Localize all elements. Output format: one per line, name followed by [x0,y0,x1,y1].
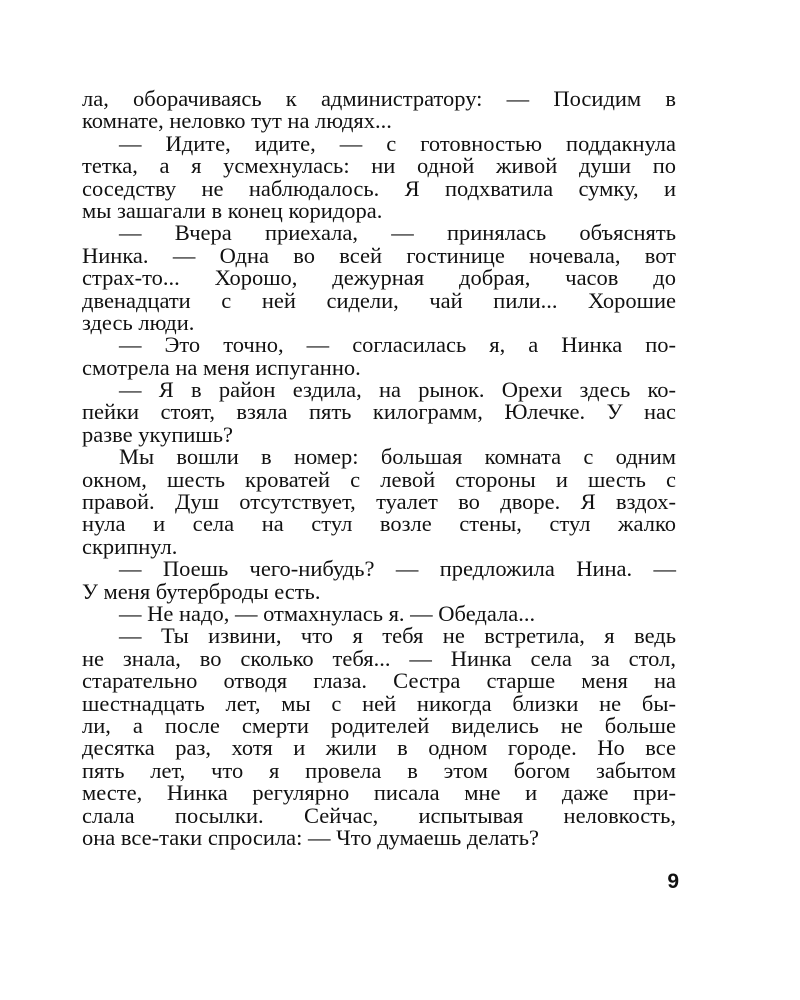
text-line: правой. Душ отсутствует, туалет во дворе. Я вздох- [82,489,676,515]
text-line: — Поешь чего-нибудь? — предложила Нина. — [119,556,676,582]
text-line: — Я в район ездила, на рынок. Орехи здесь ко- [119,377,676,403]
text-line: не знала, во сколько тебя... — Нинка села за стол, [82,645,676,671]
text-line: окном, шесть кроватей с левой стороны и шесть с [82,466,676,492]
text-line: пять лет, что я провела в этом богом забытом [82,757,676,783]
text-line: здесь люди. [82,309,195,335]
text-line: разве укупишь? [82,421,233,447]
body-text [82,88,676,849]
text-line: — Не надо, — отмахнулась я. — Обедала... [119,600,536,626]
text-line: пейки стоят, взяла пять килограмм, Юлечке. У нас [82,399,676,425]
text-line: старательно отводя глаза. Сестра старше меня на [82,668,676,694]
text-line: нула и села на стул возле стены, стул жалко [82,511,676,537]
text-line: Нинка. — Одна во всей гостинице ночевала, вот [82,242,676,268]
page-number: 9 [667,870,679,893]
text-line: — Ты извини, что я тебя не встретила, я ведь [119,623,676,649]
text-line: страх-то... Хорошо, дежурная добрая, часов до [82,265,676,291]
text-line: слала посылки. Сейчас, испытывая неловкость, [82,802,676,828]
text-line: комнате, неловко тут на людях... [82,108,392,134]
text-line: соседству не наблюдалось. Я подхватила сумку, и [82,175,676,201]
text-line: шестнадцать лет, мы с ней никогда близки не бы- [82,690,676,716]
text-line: скрипнул. [82,533,178,559]
text-line: — Идите, идите, — с готовностью поддакнула [119,130,676,156]
text-line: ли, а после смерти родителей виделись не больше [82,712,676,738]
text-line: десятка раз, хотя и жили в одном городе. Но все [82,735,676,761]
text-line: она все-таки спросила: — Что думаешь делать? [82,824,540,850]
text-line: ла, оборачиваясь к администратору: — Посидим в [82,86,676,111]
text-line: двенадцати с ней сидели, чай пили... Хорошие [82,287,676,313]
text-line: У меня бутерброды есть. [82,578,321,604]
text-line: месте, Нинка регулярно писала мне и даже при- [82,780,676,806]
text-line: мы зашагали в конец коридора. [82,197,383,223]
text-line: — Это точно, — согласилась я, а Нинка по- [119,332,676,358]
text-line: Мы вошли в номер: большая комната с одним [119,444,676,470]
text-line: — Вчера приехала, — принялась объяснять [119,220,676,246]
text-line: смотрела на меня испуганно. [82,354,361,380]
text-line: тетка, а я усмехнулась: ни одной живой души по [82,153,676,179]
